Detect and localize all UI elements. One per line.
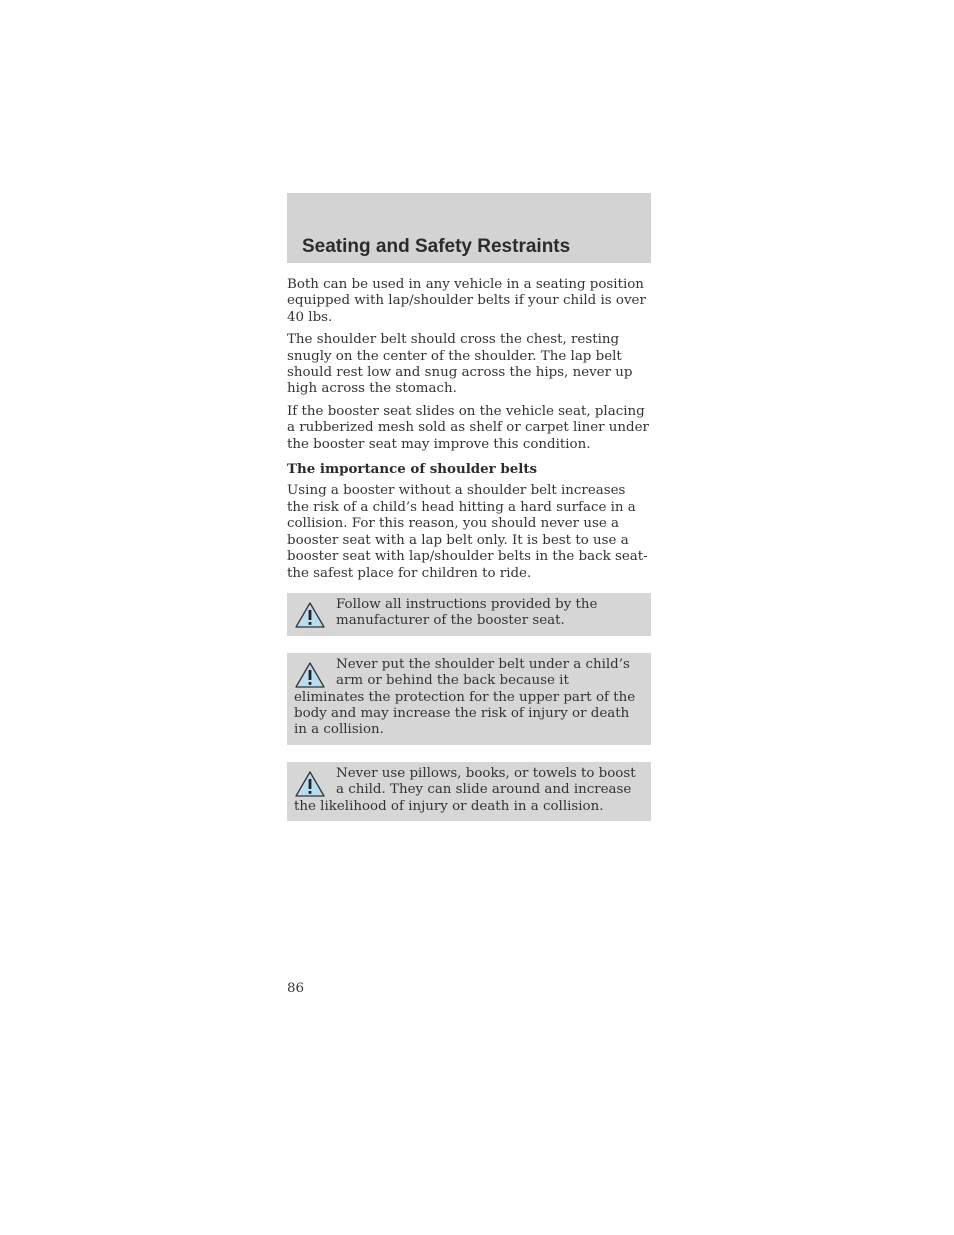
warning-text: Never put the shoulder belt under a child’s arm or behind the back because it eliminates the protection for the upper part of the body and may increase the risk of injury or death in a collision.: [294, 656, 636, 738]
warning-box: [287, 762, 651, 821]
warning-box: [287, 653, 651, 745]
page-column: [287, 193, 651, 821]
page-number: 86: [287, 981, 305, 996]
warning-triangle-icon: [294, 601, 326, 629]
section-title: Seating and Safety Restraints: [302, 236, 571, 257]
warning-box: [287, 593, 651, 636]
subheading: The importance of shoulder belts: [287, 461, 538, 478]
warning-text: Follow all instructions provided by the manufacturer of the booster seat.: [336, 596, 598, 629]
body-paragraph: Using a booster without a shoulder belt increases the risk of a child’s head hitting a hard surface in a collision. For this reason, you should never use a booster seat with a lap belt only. It is best to use a booster seat with lap/shoulder belts in the back seat-the safest place for children to ride.: [287, 483, 648, 581]
section-header-band: [287, 193, 651, 263]
warning-triangle-icon: [294, 661, 326, 689]
warning-text: Never use pillows, books, or towels to boost a child. They can slide around and increase the likelihood of injury or death in a collision.: [294, 765, 636, 814]
body-paragraph: Both can be used in any vehicle in a seating position equipped with lap/shoulder belts if your child is over 40 lbs.: [287, 277, 646, 325]
warning-triangle-icon: [294, 770, 326, 798]
body-paragraph: If the booster seat slides on the vehicle seat, placing a rubberized mesh sold as shelf or carpet liner under the booster seat may improve this condition.: [287, 403, 649, 452]
body-paragraph: The shoulder belt should cross the chest, resting snugly on the center of the shoulder. The lap belt should rest low and snug across the hips, never up high across the stomach.: [287, 332, 633, 397]
page-body: [287, 277, 651, 821]
